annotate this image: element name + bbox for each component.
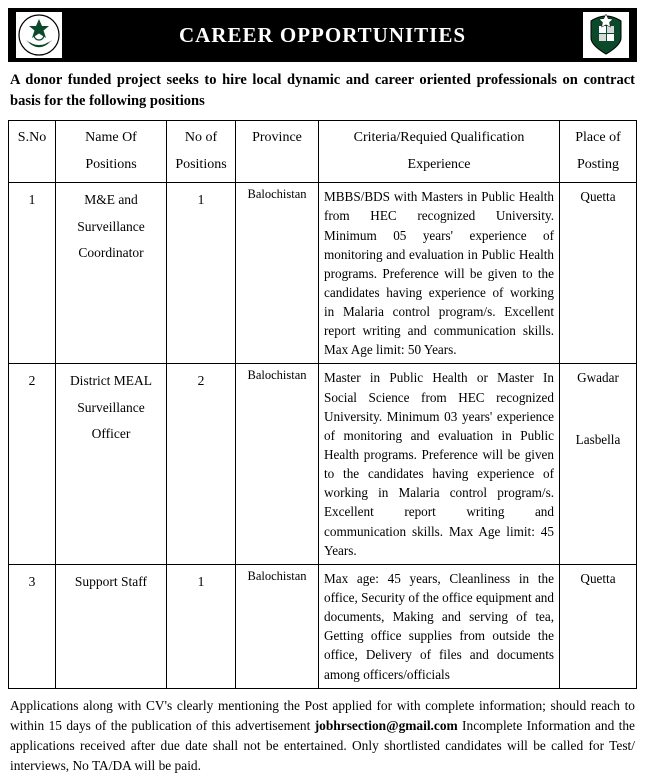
header-place-line1: Place of xyxy=(575,130,621,146)
table-row xyxy=(9,564,637,688)
header-no-of-positions xyxy=(167,121,236,183)
place-primary: Quetta xyxy=(580,570,616,586)
cell-province: Balochistan xyxy=(236,183,319,364)
header-criteria xyxy=(319,121,560,183)
cell-no-of-positions: 1 xyxy=(167,183,236,364)
footer-text-part2: Incomplete Information and the applications received after due date shall not be entertained. Only shortlisted candidates will be called for Test/ interviews, No TA/DA will be paid. xyxy=(10,717,635,774)
header-place-of-posting xyxy=(560,121,637,183)
cell-position-name: M&E and Surveillance Coordinator xyxy=(56,183,167,364)
table-header xyxy=(9,121,637,183)
government-emblem-icon xyxy=(8,8,70,62)
header-sno xyxy=(9,121,56,183)
cell-no-of-positions: 2 xyxy=(167,364,236,564)
cell-province: Balochistan xyxy=(236,364,319,564)
header-nop-line1: No of xyxy=(184,130,218,146)
cell-place-of-posting xyxy=(560,564,637,688)
footer-text-part1: Applications along with CV's clearly mentioning the Post applied for with complete information; should reach to within 15 days of the publication of this advertisement xyxy=(10,697,635,733)
header-name-line2: Positions xyxy=(85,156,137,172)
header-nop-line2: Positions xyxy=(175,156,227,172)
cell-sno: 2 xyxy=(9,364,56,564)
cell-criteria: MBBS/BDS with Masters in Public Health from HEC recognized University. Minimum 05 years' experience of monitoring and evaluation in Public Health programs. Preference will be given to the candidates having experience of working in Malaria control program/s. Excellent report writing and communication skills. Max Age limit: 50 Years. xyxy=(319,183,560,364)
page-title: CAREER OPPORTUNITIES xyxy=(178,22,467,47)
footer-instructions xyxy=(10,696,635,776)
header-sno-line1: S.No xyxy=(17,130,47,146)
table-row xyxy=(9,364,637,564)
place-secondary: Lasbella xyxy=(575,431,621,447)
cell-sno: 1 xyxy=(9,183,56,364)
cell-place-of-posting xyxy=(560,183,637,364)
cell-place-of-posting xyxy=(560,364,637,564)
table-header-row xyxy=(9,121,637,183)
place-primary: Gwadar xyxy=(577,370,619,386)
contact-email[interactable]: jobhrsection@gmail.com xyxy=(314,717,458,733)
banner-title xyxy=(70,8,575,62)
header-position-name xyxy=(56,121,167,183)
table-body xyxy=(9,183,637,689)
intro-paragraph: A donor funded project seeks to hire local dynamic and career oriented professionals on contract basis for the following positions xyxy=(10,72,635,110)
header-criteria-line1: Criteria/Requied Qualification Experience xyxy=(353,130,525,172)
cell-sno: 3 xyxy=(9,564,56,688)
cell-position-name: Support Staff xyxy=(56,564,167,688)
cell-no-of-positions: 1 xyxy=(167,564,236,688)
pakistan-state-emblem-icon xyxy=(575,8,637,62)
header-banner xyxy=(8,8,637,62)
cell-criteria: Master in Public Health or Master In Social Science from HEC recognized University. Minimum 03 years' experience of monitoring and evaluation in Public Health programs. Preference will be given to the candidates having experience of working in Malaria control program/s. Excellent report writing and communication skills. Max Age limit: 45 Years. xyxy=(319,364,560,564)
header-name-line1: Name Of xyxy=(85,130,137,146)
cell-criteria: Max age: 45 years, Cleanliness in the office, Security of the office equipment and documents, Making and serving of tea, Getting office supplies from outside the office, Delivery of files and documents among officers/officials xyxy=(319,564,560,688)
table-row xyxy=(9,183,637,364)
header-province xyxy=(236,121,319,183)
header-province-line1: Province xyxy=(252,130,302,146)
cell-position-name: District MEAL Surveillance Officer xyxy=(56,364,167,564)
cell-province: Balochistan xyxy=(236,564,319,688)
place-primary: Quetta xyxy=(580,189,616,205)
header-place-line2: Posting xyxy=(576,156,619,172)
positions-table xyxy=(8,120,637,689)
